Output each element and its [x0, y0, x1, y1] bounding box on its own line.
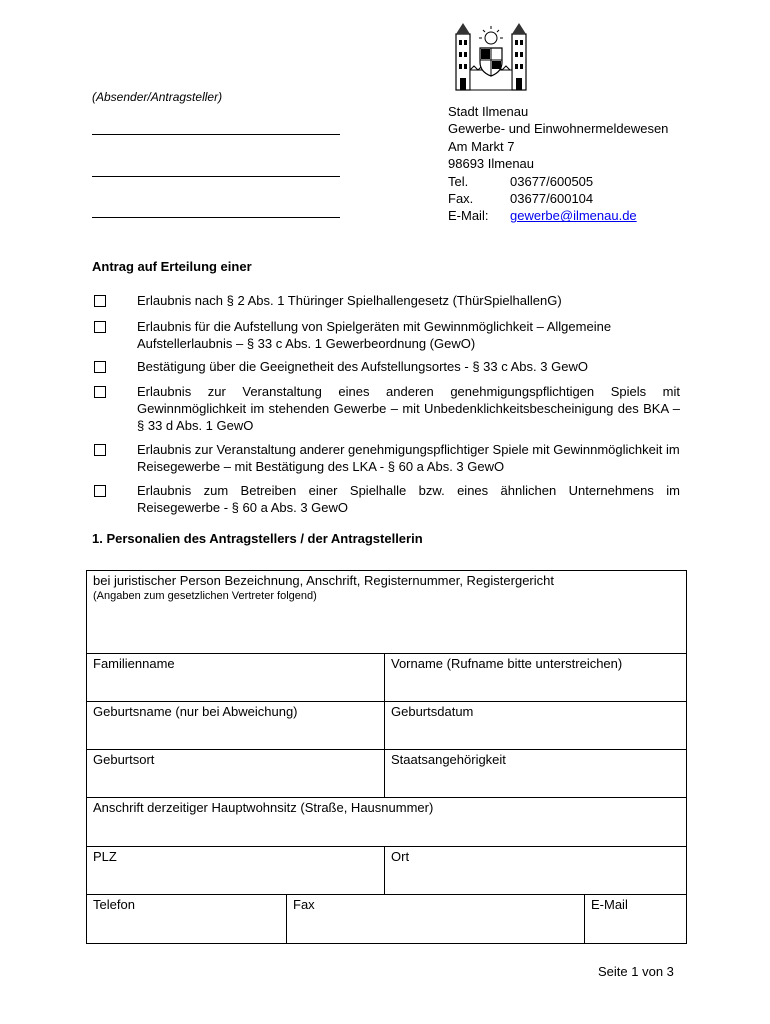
family-name-field[interactable] — [87, 654, 385, 702]
option-item — [92, 292, 680, 309]
option-text: Erlaubnis für die Aufstellung von Spielgeräten mit Gewinnmöglichkeit – Allgemeine Aufstellerlaubnis – § 33 c Abs. 1 Gewerbeordnung (GewO) — [137, 319, 612, 351]
birth-name-field[interactable] — [87, 702, 385, 750]
option-text: Bestätigung über die Geeignetheit des Aufstellungsortes - § 33 c Abs. 3 GewO — [137, 359, 588, 374]
coat-of-arms-icon — [450, 20, 532, 94]
first-name-label: Vorname (Rufname bitte unterstreichen) — [391, 656, 623, 671]
option-checkbox[interactable] — [94, 386, 106, 398]
address-field[interactable] — [87, 798, 687, 847]
option-item — [92, 383, 680, 434]
phone-label: Tel. — [448, 173, 469, 189]
option-item — [92, 318, 680, 352]
fax-label: Fax. — [448, 191, 474, 207]
email-field-label: E-Mail — [591, 897, 628, 912]
phone-field-label: Telefon — [93, 897, 135, 912]
authority-phone — [448, 173, 668, 190]
email-label: E-Mail: — [448, 208, 489, 224]
birth-place-field[interactable] — [87, 750, 385, 798]
city-label: Ort — [391, 849, 410, 864]
option-text: Erlaubnis zum Betreiben einer Spielhalle bzw. eines ähnlichen Unternehmens im Reisegewerbe - § 60 a Abs. 3 GewO — [137, 483, 680, 515]
zip-label: PLZ — [93, 849, 117, 864]
first-name-field[interactable] — [385, 654, 687, 702]
authority-city: 98693 Ilmenau — [448, 156, 535, 172]
authority-address — [448, 103, 668, 225]
option-checkbox[interactable] — [94, 295, 106, 307]
option-text: Erlaubnis zur Veranstaltung eines anderen genehmigungspflichtigen Spiels mit Gewinnmöglichkeit im stehenden Gewerbe – mit Unbedenklichkeitsbescheinigung des BKA – § 33 d Abs. 1 GewO — [137, 384, 680, 433]
legal-person-note: (Angaben zum gesetzlichen Vertreter folgend) — [93, 590, 317, 602]
legal-person-label: bei juristischer Person Bezeichnung, Anschrift, Registernummer, Registergericht — [93, 573, 554, 588]
application-heading: Antrag auf Erteilung einer — [92, 259, 252, 274]
birth-date-label: Geburtsdatum — [391, 704, 474, 719]
nationality-field[interactable] — [385, 750, 687, 798]
city-field[interactable] — [385, 847, 687, 895]
sender-line[interactable] — [92, 217, 340, 218]
option-item — [92, 358, 680, 375]
authority-department: Gewerbe- und Einwohnermeldewesen — [448, 121, 669, 137]
email-field[interactable] — [585, 895, 687, 944]
sender-line[interactable] — [92, 176, 340, 177]
sender-line[interactable] — [92, 134, 340, 135]
authority-email — [448, 207, 668, 224]
fax-field[interactable] — [287, 895, 585, 944]
option-checkbox[interactable] — [94, 485, 106, 497]
fax-value: 03677/600104 — [510, 191, 594, 207]
legal-person-field[interactable] — [87, 571, 687, 654]
phone-field[interactable] — [87, 895, 287, 944]
option-checkbox[interactable] — [94, 361, 106, 373]
page-number: Seite 1 von 3 — [598, 964, 674, 979]
sender-label: (Absender/Antragsteller) — [92, 90, 223, 104]
birth-date-field[interactable] — [385, 702, 687, 750]
fax-field-label: Fax — [293, 897, 315, 912]
birth-place-label: Geburtsort — [93, 752, 155, 767]
option-item — [92, 482, 680, 516]
address-label: Anschrift derzeitiger Hauptwohnsitz (Straße, Hausnummer) — [93, 800, 434, 815]
option-text: Erlaubnis nach § 2 Abs. 1 Thüringer Spielhallengesetz (ThürSpielhallenG) — [137, 293, 562, 308]
authority-name: Stadt Ilmenau — [448, 104, 529, 119]
option-item — [92, 441, 680, 475]
email-link[interactable]: gewerbe@ilmenau.de — [510, 208, 637, 224]
birth-name-label: Geburtsname (nur bei Abweichung) — [93, 704, 298, 719]
phone-value: 03677/600505 — [510, 173, 594, 189]
nationality-label: Staatsangehörigkeit — [391, 752, 506, 767]
option-checkbox[interactable] — [94, 444, 106, 456]
section-title: 1. Personalien des Antragstellers / der Antragstellerin — [92, 531, 423, 546]
option-checkbox[interactable] — [94, 321, 106, 333]
authority-street: Am Markt 7 — [448, 138, 515, 154]
zip-field[interactable] — [87, 847, 385, 895]
authority-fax — [448, 190, 668, 207]
personal-data-table — [86, 570, 687, 944]
family-name-label: Familienname — [93, 656, 175, 671]
option-text: Erlaubnis zur Veranstaltung anderer genehmigungspflichtiger Spiele mit Gewinnmöglichkeit im Reisegewerbe – mit Bestätigung des LKA - § 60 a Abs. 3 GewO — [137, 442, 680, 474]
